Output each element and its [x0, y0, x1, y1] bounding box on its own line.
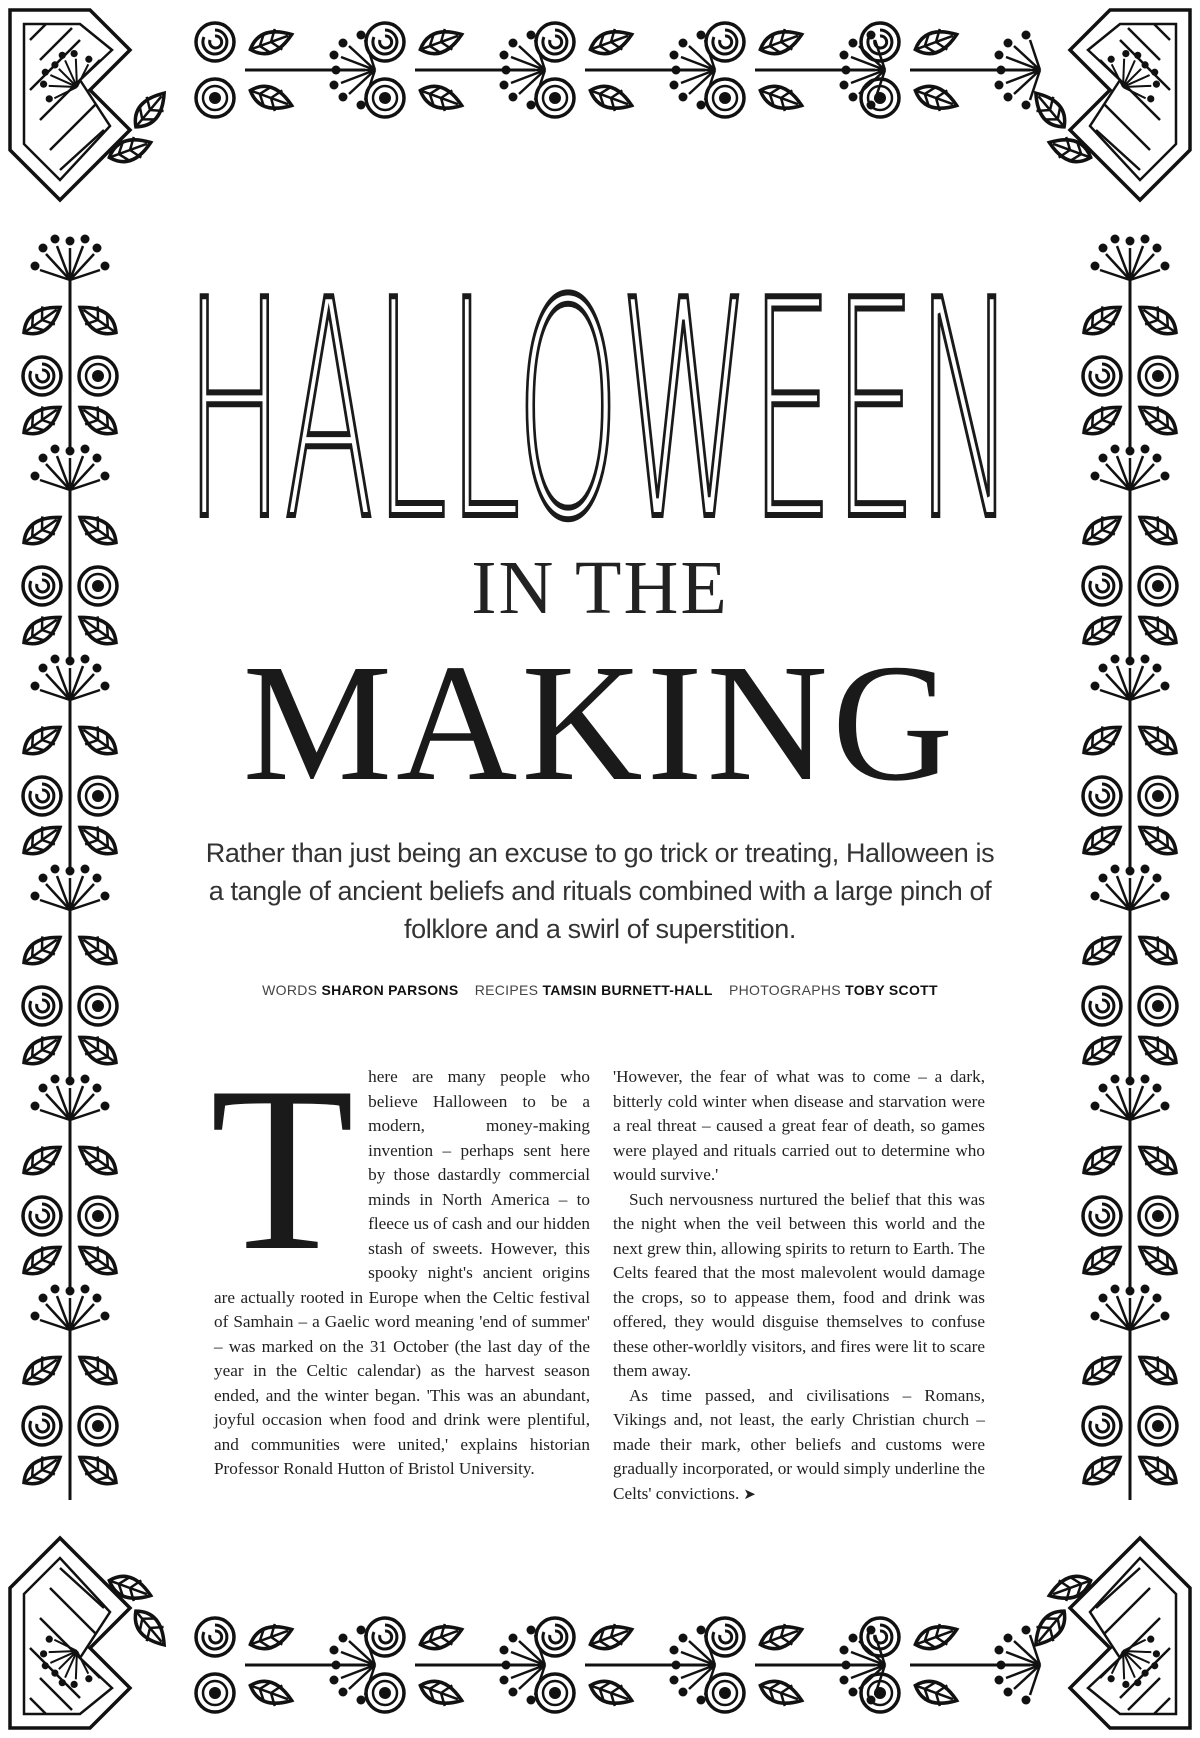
credit-words-name: SHARON PARSONS	[321, 982, 459, 998]
border-top	[196, 23, 1040, 117]
headline-in-the: IN THE	[471, 546, 729, 630]
article-column-right	[613, 1065, 985, 1506]
credit-photographs-role: PHOTOGRAPHS	[728, 982, 841, 998]
border-right	[1078, 235, 1183, 1501]
standfirst: Rather than just being an excuse to go trick or treating, Halloween is a tangle of ancient beliefs and rituals combined with a large pinch of folklore and a swirl of superstition.	[205, 838, 995, 944]
headline-halloween	[180, 245, 1020, 565]
border-bottom	[196, 1618, 1040, 1712]
credit-recipes-name: TAMSIN BURNETT-HALL	[542, 982, 713, 998]
article-column-left	[210, 1039, 590, 1482]
headline-halloween-text: HALLOWEEN	[185, 245, 1015, 565]
credits-line	[200, 982, 1000, 998]
headline-making: MAKING	[242, 630, 958, 816]
article-paragraph-last	[613, 1384, 985, 1507]
zigzag-corner-icon	[1027, 10, 1190, 200]
zigzag-corner-icon	[10, 10, 173, 200]
article-paragraph-text: As time passed, and civilisations – Romans, Vikings and, not least, the early Christian church – made their mark, other beliefs and customs were gradually incorporated, or would simply underline the Celts' convictions.	[613, 1385, 985, 1503]
article-paragraph: Such nervousness nurtured the belief that this was the night when the veil between this world and the next grew thin, allowing spirits to return to Earth. The Celts feared that the most malevolent would damage the crops, so to appease them, food and drink was offered, they would disguise themselves to confuse these other-worldly visitors, and fires were lit to scare them away.	[613, 1189, 985, 1380]
end-arrow-icon: ➤	[743, 1484, 756, 1503]
dropcap: T	[210, 1039, 355, 1300]
article-paragraph: 'However, the fear of what was to come – a dark, bitterly cold winter when disease and starvation were a real threat – caused a great fear of death, so games were played and rituals carried out to determine who would survive.'	[613, 1067, 985, 1184]
credit-words-role: WORDS	[262, 982, 318, 998]
zigzag-corner-icon	[1027, 1538, 1190, 1728]
credit-recipes-role: RECIPES	[474, 982, 539, 998]
credit-photographs-name: TOBY SCOTT	[845, 982, 938, 998]
border-left	[18, 235, 123, 1501]
zigzag-corner-icon	[10, 1538, 173, 1728]
article-paragraph: here are many people who believe Halloween to be a modern, money-making invention – perhaps sent here by those dastardly commercial minds in North America – to fleece us of cash and our hidden stash of sweets. However, this spooky night's ancient origins are actually rooted in Europe when the Celtic festival of Samhain – a Gaelic word meaning 'end of summer' – was marked on the 31 October (the last day of the year in the Celtic calendar) as the harvest season ended, and the winter began. 'This was an abundant, joyful occasion when food and drink were plentiful, and communities were united,' explains historian Professor Ronald Hutton of Bristol University.	[214, 1067, 590, 1478]
